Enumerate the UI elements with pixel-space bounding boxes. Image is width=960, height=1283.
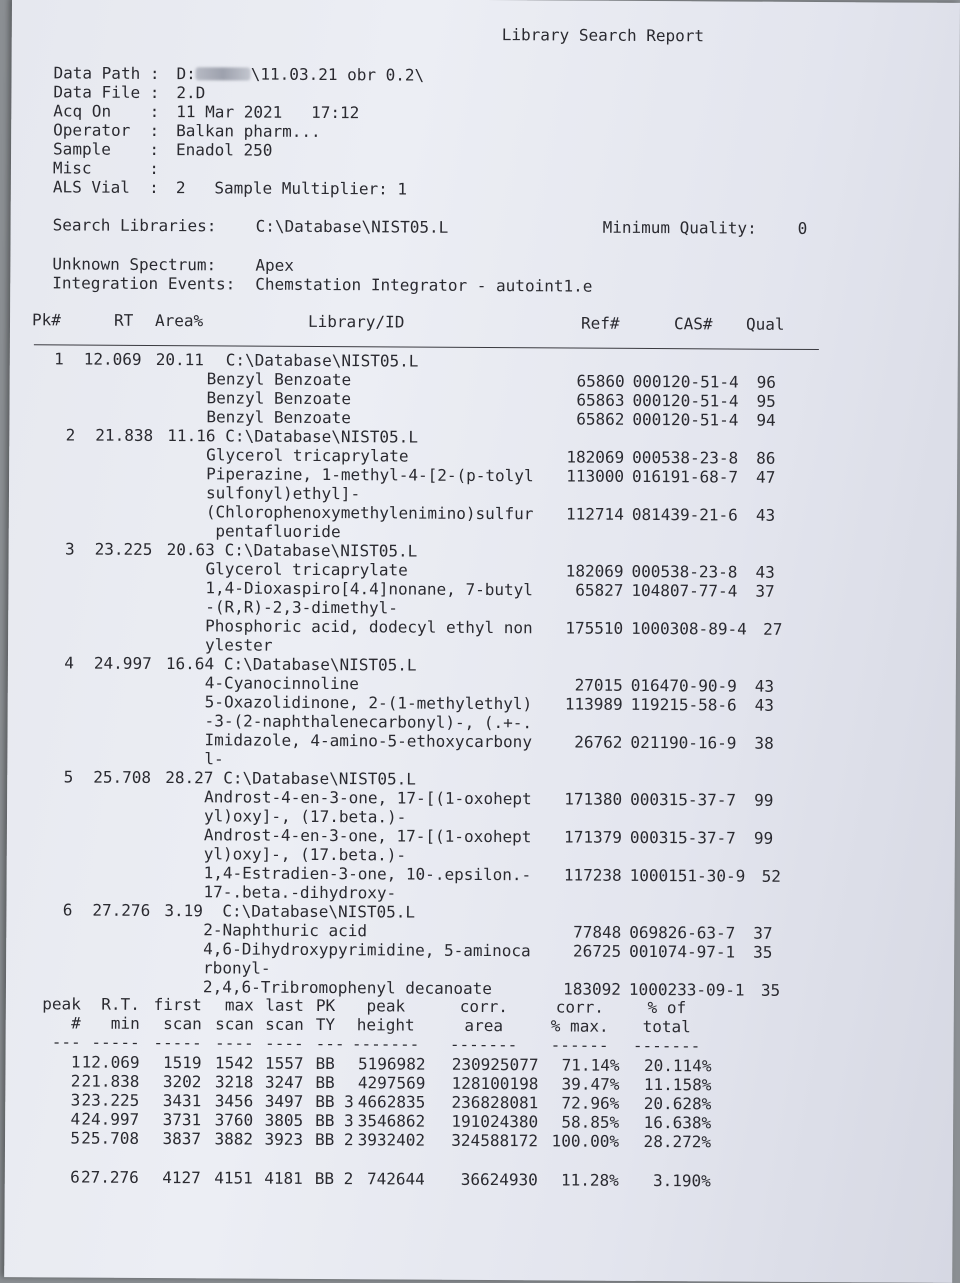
hit-cas-number: 1000233-09-1: [628, 979, 745, 1000]
peak-rt: 21.838: [95, 425, 154, 445]
peak-table-row: 3497: [264, 1091, 304, 1111]
peak-number: 4: [64, 653, 75, 673]
hit-cas-number: 000315-37-7: [630, 789, 737, 810]
hit-ref-number: 65827: [575, 580, 624, 600]
peak-table-row: 191024380: [451, 1111, 539, 1132]
hit-ref-number: 171380: [564, 789, 623, 809]
hit-compound-name: pentafluoride: [205, 521, 341, 542]
peak-table-row: 3731: [162, 1110, 202, 1130]
col-header-rt: RT: [113, 310, 134, 330]
hit-quality: 27: [763, 619, 783, 639]
search-libraries-label: Search Libraries:: [52, 215, 217, 236]
hit-ref-number: 117238: [563, 865, 622, 885]
hit-cas-number: 016191-68-7: [632, 466, 739, 487]
header-label: ALS Vial :: [52, 177, 159, 198]
hit-ref-number: 77848: [573, 922, 622, 942]
peak-rt: 12.069: [83, 349, 142, 369]
peak-table-row: 16.638%: [643, 1112, 712, 1133]
hit-ref-number: 112714: [566, 504, 624, 524]
hit-compound-name: rbonyl-: [203, 958, 271, 978]
peak-table-row: 20.628%: [643, 1093, 712, 1114]
peak-table-row: 23.225: [81, 1090, 140, 1110]
peak-table-header: % max.: [550, 1016, 609, 1036]
header-value-text: 2.D: [176, 83, 206, 103]
peak-table-row: 4297569: [357, 1073, 426, 1093]
peak-table-row: 128100198: [451, 1073, 539, 1094]
header-value-text: D:: [176, 64, 196, 84]
hit-quality: 94: [756, 410, 776, 430]
peak-table-row: 3247: [264, 1072, 304, 1092]
peak-table-row: 20.114%: [643, 1055, 712, 1076]
hit-quality: 37: [753, 923, 773, 943]
header-label: Operator :: [53, 120, 160, 141]
hit-quality: 47: [756, 467, 776, 487]
peak-table-row: 230925077: [451, 1054, 539, 1075]
hit-cas-number: 1000151-30-9: [629, 865, 746, 886]
hit-compound-name: Glycerol tricaprylate: [205, 559, 408, 580]
hit-ref-number: 27015: [574, 675, 623, 695]
hit-compound-name: Glycerol tricaprylate: [206, 445, 409, 466]
peak-table-row: 3456: [214, 1091, 254, 1111]
peak-table-header: peak: [366, 996, 406, 1016]
peak-number: 6: [62, 900, 73, 920]
header-value: [176, 102, 359, 122]
hit-compound-name: Imidazole, 4-amino-5-ethoxycarbony: [204, 730, 533, 752]
peak-table-row: 3.190%: [652, 1171, 711, 1191]
hit-compound-name: Benzyl Benzoate: [206, 369, 352, 390]
peak-table-row: BB: [315, 1053, 335, 1074]
peak-table-row: 4662835: [357, 1092, 426, 1112]
hit-quality: 86: [756, 448, 776, 468]
unknown-spectrum-value: Apex: [255, 255, 294, 275]
peak-table-row: 3218: [214, 1072, 254, 1092]
hit-cas-number: 001074-97-1: [629, 941, 736, 962]
min-quality-label: Minimum Quality:: [602, 217, 757, 238]
peak-area: 28.27: [165, 768, 214, 788]
hit-cas-number: 000538-23-8: [631, 561, 738, 582]
hit-compound-name: 2-Naphthuric acid: [203, 920, 368, 941]
peak-table-divider: -------: [632, 1035, 701, 1056]
hit-compound-name: Benzyl Benzoate: [206, 407, 352, 428]
hit-quality: 43: [754, 695, 775, 715]
peak-table-header: R.T.: [101, 994, 140, 1014]
peak-table-header: height: [356, 1015, 415, 1035]
peak-table-row: 1: [70, 1052, 81, 1072]
report-page: [4, 0, 960, 1283]
peak-table-row: 4127: [162, 1168, 201, 1188]
hit-compound-name: ylester: [204, 635, 273, 655]
peak-table-header: scan: [265, 1014, 304, 1034]
hit-quality: 37: [755, 581, 775, 601]
peak-table-header: #: [71, 1013, 81, 1033]
peak-library: C:\Database\NIST05.L: [225, 426, 419, 447]
peak-table-header: first: [153, 994, 202, 1015]
hit-cas-number: 069826-63-7: [629, 922, 736, 943]
peak-table-header: scan: [215, 1014, 254, 1034]
peak-table-row: 3: [70, 1090, 81, 1110]
peak-table-row: 3546862: [357, 1111, 426, 1131]
hit-cas-number: 1000308-89-4: [631, 618, 747, 639]
peak-table-row: 25.708: [81, 1128, 140, 1148]
peak-library: C:\Database\NIST05.L: [223, 768, 416, 789]
peak-area: 11.16: [167, 426, 216, 446]
peak-table-row: 58.85%: [561, 1112, 620, 1132]
peak-table-divider: -------: [351, 1034, 420, 1054]
hit-ref-number: 65860: [576, 371, 625, 391]
hit-quality: 38: [754, 733, 774, 753]
integration-events-label: Integration Events:: [52, 273, 236, 294]
peak-table-row: 100.00%: [551, 1131, 620, 1151]
peak-table-header: TY: [315, 1014, 336, 1035]
peak-table-row: 21.838: [81, 1071, 140, 1091]
peak-table-divider: ----: [215, 1033, 254, 1053]
hit-compound-name: yl)oxy]-, (17.beta.)-: [203, 806, 407, 827]
peak-table-row: 1542: [214, 1053, 254, 1073]
hit-compound-name: 17-.beta.-dihydroxy-: [203, 882, 397, 903]
peak-rt: 24.997: [93, 653, 152, 673]
peak-table-row: 3932402: [357, 1130, 426, 1150]
peak-table-row: 39.47%: [561, 1074, 620, 1094]
peak-table-header: min: [110, 1013, 140, 1033]
peak-table-row: 36624930: [460, 1169, 538, 1190]
peak-number: 2: [65, 425, 76, 445]
hit-cas-number: 016470-90-9: [630, 675, 737, 696]
peak-table-row: 5: [70, 1128, 81, 1148]
hit-ref-number: 113000: [566, 466, 625, 486]
peak-table-row: 3202: [162, 1072, 202, 1092]
header-label: Sample :: [53, 139, 160, 160]
peak-table-row: 3923: [264, 1129, 304, 1149]
hit-ref-number: 65863: [576, 390, 625, 410]
hit-ref-number: 183092: [563, 979, 622, 999]
hit-quality: 99: [753, 828, 774, 848]
peak-table-row: BB: [315, 1072, 335, 1093]
header-value: [176, 140, 272, 160]
peak-table-row: BB 3: [315, 1091, 354, 1112]
peak-table-row: 742644: [366, 1169, 425, 1189]
header-value: [176, 121, 321, 141]
hit-quality: 43: [755, 505, 776, 525]
peak-table-header: % of: [647, 998, 687, 1018]
header-value-text: Balkan pharm...: [176, 121, 321, 141]
peak-area: 20.11: [155, 349, 205, 370]
peak-rt: 25.708: [93, 767, 152, 787]
hit-quality: 95: [756, 391, 776, 411]
peak-table-row: 3882: [214, 1129, 254, 1149]
peak-rt: 23.225: [94, 539, 153, 559]
peak-table-row: 72.96%: [561, 1093, 620, 1113]
hit-compound-name: 5-Oxazolidinone, 2-(1-methylethyl): [204, 692, 533, 714]
col-header-library: Library/ID: [307, 311, 405, 332]
hit-cas-number: 000120-51-4: [632, 390, 739, 411]
hit-quality: 96: [756, 372, 776, 392]
peak-table-header: peak: [42, 994, 81, 1014]
hit-cas-number: 000315-37-7: [629, 827, 736, 848]
peak-table-row: 3431: [162, 1091, 202, 1111]
col-header-cas: CAS#: [673, 314, 713, 334]
hit-compound-name: -(R,R)-2,3-dimethyl-: [205, 597, 398, 618]
peak-table-row: 236828081: [451, 1092, 539, 1113]
peak-table-row: BB 3: [315, 1110, 354, 1131]
peak-table-row: 11.158%: [643, 1074, 712, 1095]
peak-table-row: 4151: [214, 1168, 253, 1188]
peak-table-header: scan: [163, 1014, 202, 1034]
peak-table-divider: -------: [449, 1034, 518, 1055]
search-libraries-value: C:\Database\NIST05.L: [255, 216, 449, 237]
peak-number: 1: [54, 349, 64, 369]
hit-ref-number: 182069: [565, 561, 624, 581]
hit-cas-number: 000120-51-4: [632, 409, 739, 430]
peak-table-row: 28.272%: [643, 1131, 712, 1152]
peak-table-divider: -----: [153, 1032, 202, 1053]
peak-table-row: 324588172: [451, 1130, 539, 1151]
peak-table-row: 1519: [162, 1053, 202, 1073]
hit-compound-name: Androst-4-en-3-one, 17-[(1-oxohept: [203, 825, 532, 847]
peak-table-row: BB 2: [314, 1168, 354, 1189]
hit-cas-number: 000120-51-4: [632, 371, 739, 392]
hit-quality: 43: [755, 562, 775, 582]
header-label: Misc :: [52, 158, 159, 179]
report-title: Library Search Report: [501, 25, 705, 46]
peak-table-row: 6: [70, 1167, 80, 1187]
peak-table-row: 71.14%: [561, 1055, 620, 1075]
hit-compound-name: sulfonyl)ethyl]-: [205, 483, 361, 504]
header-label: Data Path :: [53, 63, 160, 84]
peak-library: C:\Database\NIST05.L: [222, 901, 416, 922]
peak-table-header: max: [224, 995, 254, 1015]
header-value-text: 11 Mar 2021 17:12: [176, 102, 360, 123]
peak-number: 3: [64, 539, 75, 559]
peak-table-divider: ----: [265, 1033, 304, 1053]
hit-quality: 52: [761, 866, 781, 886]
peak-table-divider: ---: [315, 1033, 345, 1054]
col-header-qual: Qual: [745, 314, 785, 334]
header-value: [176, 83, 205, 102]
hit-quality: 35: [760, 980, 781, 1000]
hit-quality: 43: [754, 676, 775, 696]
peak-number: 5: [63, 767, 74, 787]
peak-area: 16.64: [165, 654, 215, 674]
peak-table-row: 3760: [214, 1110, 254, 1130]
peak-rt: 27.276: [92, 900, 151, 920]
peak-table-header: area: [464, 1015, 504, 1036]
peak-table-header: total: [642, 1016, 691, 1037]
hit-cas-number: 000538-23-8: [632, 447, 739, 468]
hit-cas-number: 119215-58-6: [630, 694, 737, 715]
peak-table-row: 4: [70, 1109, 81, 1129]
peak-table-row: 1557: [264, 1053, 304, 1073]
header-divider: [34, 344, 819, 350]
peak-table-row: 12.069: [81, 1052, 140, 1072]
hit-compound-name: (Chlorophenoxymethylenimino)sulfur: [205, 502, 534, 524]
unknown-spectrum-label: Unknown Spectrum:: [52, 254, 217, 275]
hit-ref-number: 171379: [564, 827, 622, 847]
integration-events-value: Chemstation Integrator - autoint1.e: [255, 274, 593, 296]
peak-table-row: BB 2: [314, 1129, 354, 1150]
hit-quality: 99: [754, 790, 774, 810]
hit-ref-number: 182069: [566, 447, 625, 467]
header-label: Acq On :: [53, 101, 160, 122]
peak-table-divider: ---: [51, 1032, 81, 1052]
hit-ref-number: 65862: [576, 409, 625, 429]
hit-ref-number: 26725: [572, 941, 622, 961]
hit-compound-name: Piperazine, 1-methyl-4-[2-(p-tolyl: [206, 464, 534, 486]
col-header-pk: Pk#: [31, 310, 62, 330]
peak-table-row: 3805: [264, 1110, 304, 1130]
redacted-blur: [196, 67, 251, 80]
peak-area: 20.63: [166, 540, 215, 560]
peak-table-header: PK: [315, 995, 336, 1016]
hit-compound-name: 1,4-Estradien-3-one, 10-.epsilon.-: [203, 863, 532, 885]
hit-ref-number: 113989: [564, 694, 623, 714]
hit-ref-number: 26762: [574, 732, 623, 752]
peak-area: 3.19: [164, 901, 204, 921]
hit-cas-number: 021190-16-9: [630, 732, 737, 753]
header-value: [176, 178, 407, 198]
header-value-suffix: \11.03.21 obr 0.2\: [250, 64, 425, 85]
hit-cas-number: 104807-77-4: [631, 580, 738, 601]
peak-table-header: last: [265, 995, 304, 1015]
hit-compound-name: -3-(2-naphthalenecarbonyl)-, (.+-.: [204, 711, 533, 733]
hit-cas-number: 081439-21-6: [631, 504, 738, 525]
hit-compound-name: 1,4-Dioxaspiro[4.4]nonane, 7-butyl: [205, 578, 533, 600]
peak-table-row: 2: [70, 1071, 81, 1091]
hit-compound-name: yl)oxy]-, (17.beta.)-: [203, 844, 407, 865]
hit-compound-name: l-: [204, 749, 224, 769]
hit-compound-name: 4-Cyanocinnoline: [204, 673, 360, 694]
col-header-area: Area%: [154, 310, 204, 331]
peak-table-header: corr.: [555, 997, 604, 1017]
header-value-text: Enadol 250: [176, 140, 273, 160]
col-header-ref: Ref#: [580, 313, 620, 333]
peak-table-row: 11.28%: [560, 1170, 619, 1190]
hit-compound-name: 2,4,6-Tribromophenyl decanoate: [202, 977, 493, 999]
header-value: [176, 64, 424, 85]
peak-table-row: 4181: [264, 1168, 303, 1188]
peak-library: C:\Database\NIST05.L: [225, 350, 419, 371]
hit-quality: 35: [753, 942, 773, 962]
peak-table-divider: -----: [91, 1032, 140, 1052]
peak-table-row: 5196982: [358, 1054, 426, 1074]
hit-compound-name: Androst-4-en-3-one, 17-[(1-oxohept: [204, 787, 532, 809]
header-value-text: 2 Sample Multiplier: 1: [175, 178, 408, 199]
peak-table-row: 27.276: [80, 1167, 139, 1187]
peak-table-divider: ------: [550, 1035, 609, 1055]
hit-compound-name: 4,6-Dihydroxypyrimidine, 5-aminoca: [203, 939, 531, 961]
peak-table-row: 3837: [162, 1129, 202, 1149]
peak-library: C:\Database\NIST05.L: [223, 654, 417, 675]
hit-compound-name: Benzyl Benzoate: [206, 388, 352, 409]
min-quality-value: 0: [797, 218, 808, 238]
hit-compound-name: Phosphoric acid, dodecyl ethyl non: [205, 616, 533, 638]
peak-table-header: corr.: [459, 996, 508, 1017]
header-label: Data File :: [53, 82, 160, 103]
hit-ref-number: 175510: [565, 618, 624, 638]
peak-library: C:\Database\NIST05.L: [224, 540, 418, 561]
peak-table-row: 24.997: [81, 1109, 140, 1129]
